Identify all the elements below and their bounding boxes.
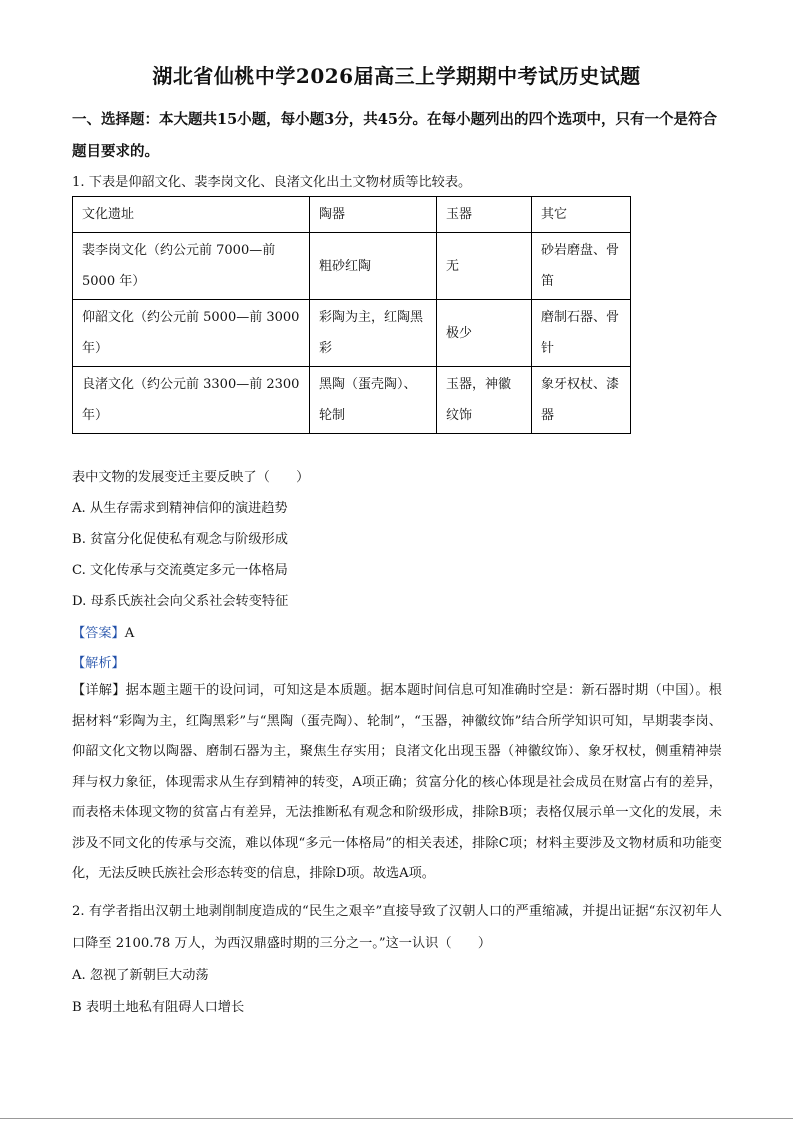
option-c: C. 文化传承与交流奠定多元一体格局: [72, 563, 288, 578]
detail-text: 据本题主题干的设问词，可知这是本质题。据本题时间信息可知准确时空是：新石器时期（中国）。根据材料“彩陶为主，红陶黑彩”与“黑陶（蛋壳陶）、轮制”，“玉器，神徽纹饰”结合所学知识可知，早期裴李岗、仰韶文化文物以陶器、磨制石器为主，聚焦生存实用；良渚文化出现玉器（神徽纹饰）、象牙权杖，侧重精神崇拜与权力象征，体现需求从生存到精神的转变，A项正确；贫富分化的核心体现是社会成员在财富占有的差异，而表格未体现文物的贫富占有差异，无法推断私有观念和阶级形成，排除B项；表格仅展示单一文化的发展，未涉及不同文化的传承与交流，难以体现“多元一体格局”的相关表述，排除C项；材料主要涉及文物材质和功能变化，无法反映氏族社会形态转变的信息，排除D项。故选A项。: [72, 683, 722, 881]
question-1-stem: 1. 下表是仰韶文化、裴李岗文化、良渚文化出土文物材质等比较表。: [72, 175, 472, 190]
answer-value: A: [124, 626, 135, 641]
table-cell: 象牙权杖、漆器: [532, 367, 631, 434]
table-cell: 磨制石器、骨针: [532, 300, 631, 367]
table-header-cell: 玉器: [437, 197, 532, 233]
page-bottom-rule: [0, 1118, 793, 1119]
section-heading: 一、选择题：本大题共15小题，每小题3分，共45分。在每小题列出的四个选项中，只有一个是符合题目要求的。: [72, 111, 717, 160]
table-header-row: [73, 197, 631, 233]
table-cell: 玉器，神徽纹饰: [437, 367, 532, 434]
table-row: [73, 367, 631, 434]
detail-tag: 【详解】: [72, 683, 126, 698]
table-header-cell: 陶器: [310, 197, 437, 233]
table-row: [73, 300, 631, 367]
detail-paragraph: [72, 676, 722, 890]
table-cell: 彩陶为主，红陶黑彩: [310, 300, 437, 367]
option-a: A. 从生存需求到精神信仰的演进趋势: [72, 501, 288, 516]
table-cell: 黑陶（蛋壳陶）、轮制: [310, 367, 437, 434]
question-2: [72, 896, 722, 1024]
table-cell: 仰韶文化（约公元前 5000—前 3000 年）: [73, 300, 310, 367]
option-b: B. 贫富分化促使私有观念与阶级形成: [72, 532, 288, 547]
comparison-table: [72, 196, 631, 434]
table-cell: 裴李岗文化（约公元前 7000—前 5000 年）: [73, 233, 310, 300]
question-2-stem: 2. 有学者指出汉朝土地剥削制度造成的“民生之艰辛”直接导致了汉朝人口的严重缩减，并提出证据“东汉初年人口降至 2100.78 万人，为西汉鼎盛时期的三分之一。”这一认识（ ）: [72, 904, 722, 951]
table-cell: 粗砂红陶: [310, 233, 437, 300]
table-cell: 极少: [437, 300, 532, 367]
table-header-cell: 其它: [532, 197, 631, 233]
question-1-prompt: 表中文物的发展变迁主要反映了（ ）: [72, 470, 310, 485]
table-cell: 砂岩磨盘、骨笛: [532, 233, 631, 300]
table-row: [73, 233, 631, 300]
table-cell: 良渚文化（约公元前 3300—前 2300 年）: [73, 367, 310, 434]
answer-tag: 【答案】: [72, 626, 125, 641]
table-header-cell: 文化遗址: [73, 197, 310, 233]
option-a: A. 忽视了新朝巨大动荡: [72, 968, 209, 983]
table-cell: 无: [437, 233, 532, 300]
analysis-tag: 【解析】: [72, 656, 125, 671]
option-d: D. 母系氏族社会向父系社会转变特征: [72, 594, 289, 609]
answer-line: [72, 622, 134, 641]
option-b: B 表明土地私有阻碍人口增长: [72, 1000, 245, 1015]
page-title: 湖北省仙桃中学2026届高三上学期期中考试历史试题: [152, 64, 641, 88]
